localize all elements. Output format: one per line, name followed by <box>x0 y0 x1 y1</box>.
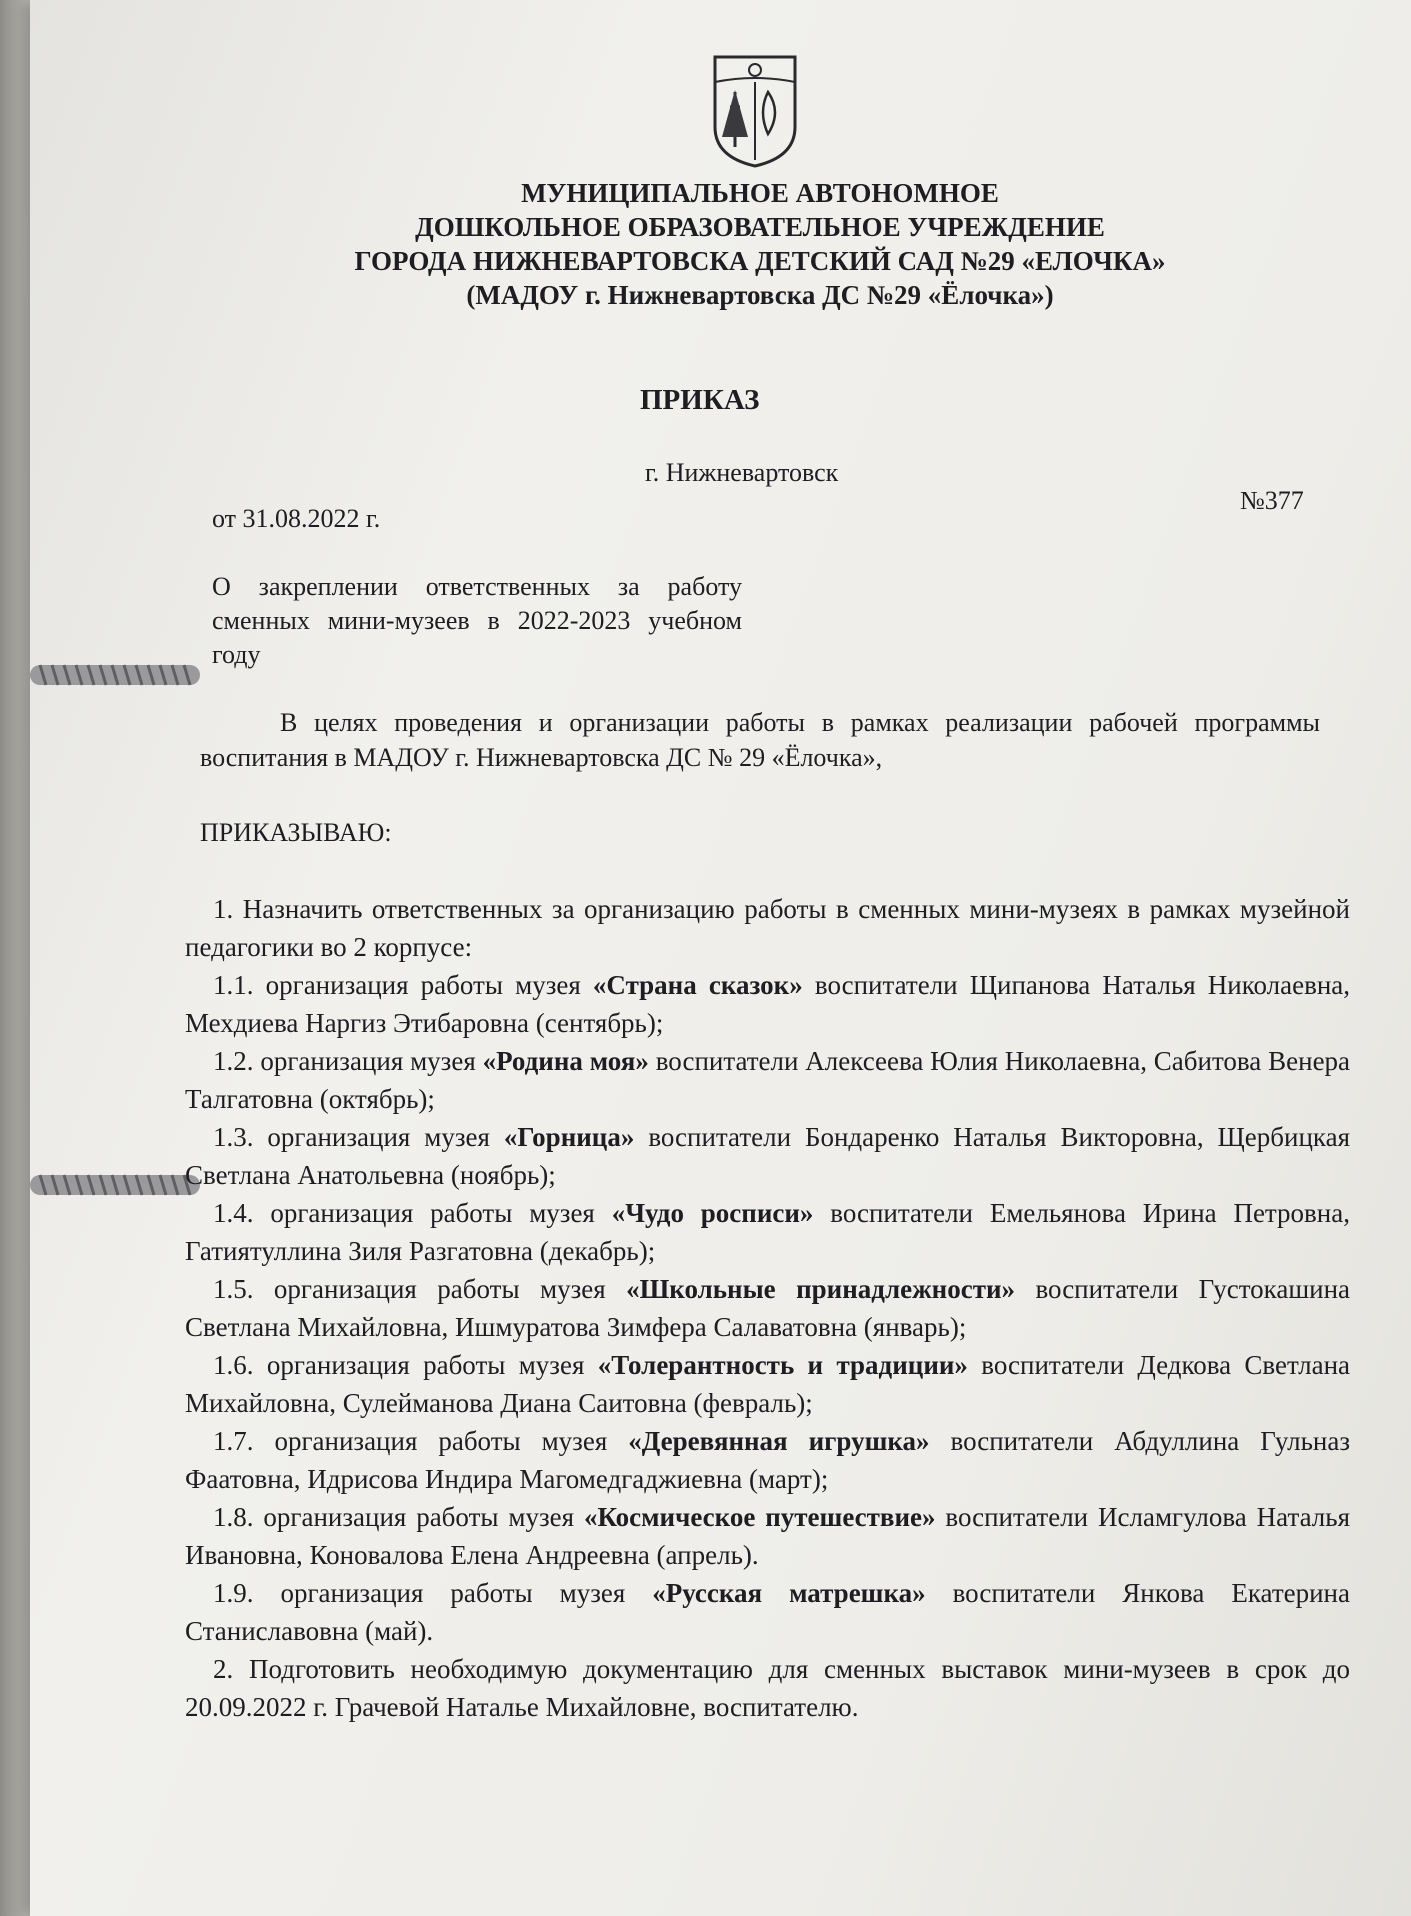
item-prefix: 1.8. организация работы музея <box>213 1502 575 1532</box>
item-responsible: воспитатели Янкова Екатерина Станиславовна (май). <box>185 1578 1350 1646</box>
order-item <box>185 966 1350 1042</box>
org-name-line-1: МУНИЦИПАЛЬНОЕ АВТОНОМНОЕ <box>521 178 999 208</box>
org-short-name: (МАДОУ г. Нижневартовска ДС №29 «Ёлочка») <box>466 280 1054 310</box>
order-preamble: В целях проведения и организации работы в рамках реализации рабочей программы воспитания в МАДОУ г. Нижневартовска ДС № 29 «Ёлочка», <box>200 708 1320 772</box>
item-responsible: воспитатели Емельянова Ирина Петровна, Гатиятуллина Зиля Разгатовна (декабрь); <box>185 1198 1350 1266</box>
museum-name: «Деревянная игрушка» <box>628 1426 930 1456</box>
museum-name: «Космическое путешествие» <box>583 1502 936 1532</box>
item-prefix: 1.4. организация работы музея <box>213 1198 595 1228</box>
binder-ring-icon <box>30 1165 200 1205</box>
item-prefix: 1.3. организация музея <box>213 1122 490 1152</box>
item-responsible: воспитатели Абдуллина Гульназ Фаатовна, Идрисова Индира Магомедгаджиевна (март); <box>185 1426 1351 1494</box>
order-subject: О закреплении ответственных за работу сменных мини-музеев в 2022-2023 учебном году <box>212 572 742 669</box>
order-item <box>185 1270 1350 1346</box>
document-number: №377 <box>1240 486 1304 515</box>
museum-name: «Толерантность и традиции» <box>597 1350 968 1380</box>
item-responsible: воспитатели Густокашина Светлана Михайловна, Ишмуратова Зимфера Салаватовна (январь); <box>185 1274 1350 1342</box>
order-item <box>185 1422 1350 1498</box>
order-items <box>185 890 1350 1726</box>
item-text: 1. Назначить ответственных за организацию работы в сменных мини-музеях в рамках музейной педагогики во 2 корпусе: <box>185 894 1350 962</box>
order-directive-word: ПРИКАЗЫВАЮ: <box>200 818 392 847</box>
item-prefix: 1.1. организация работы музея <box>213 970 581 1000</box>
document-date: от 31.08.2022 г. <box>212 504 381 533</box>
organization-header <box>180 176 1340 312</box>
org-name-line-2: ДОШКОЛЬНОЕ ОБРАЗОВАТЕЛЬНОЕ УЧРЕЖДЕНИЕ <box>415 212 1105 242</box>
document-title: ПРИКАЗ <box>640 384 760 416</box>
museum-name: «Страна сказок» <box>592 970 803 1000</box>
order-item <box>185 1346 1350 1422</box>
order-item <box>185 1118 1350 1194</box>
museum-name: «Русская матрешка» <box>652 1578 926 1608</box>
org-name-line-3: ГОРОДА НИЖНЕВАРТОВСКА ДЕТСКИЙ САД №29 «ЕЛОЧКА» <box>354 246 1166 276</box>
order-item <box>185 1574 1350 1650</box>
item-responsible: воспитатели Алексеева Юлия Николаевна, Сабитова Венера Талгатовна (октябрь); <box>185 1046 1351 1114</box>
item-responsible: воспитатели Щипанова Наталья Николаевна, Мехдиева Наргиз Этибаровна (сентябрь); <box>185 970 1351 1038</box>
museum-name: «Школьные принадлежности» <box>626 1274 1016 1304</box>
city-coat-of-arms-icon <box>710 52 800 170</box>
binder-ring-icon <box>30 655 200 695</box>
item-prefix: 1.5. организация работы музея <box>213 1274 606 1304</box>
museum-name: «Чудо росписи» <box>611 1198 814 1228</box>
item-responsible: воспитатели Исламгулова Наталья Ивановна, Коновалова Елена Андреевна (апрель). <box>185 1502 1351 1570</box>
museum-name: «Горница» <box>503 1122 635 1152</box>
order-item <box>185 1650 1350 1726</box>
order-item <box>185 1194 1350 1270</box>
item-prefix: 1.9. организация работы музея <box>213 1578 626 1608</box>
item-text: 2. Подготовить необходимую документацию для сменных выставок мини-музеев в срок до 20.09.2022 г. Грачевой Наталье Михайловне, воспитателю. <box>185 1654 1350 1722</box>
order-item <box>185 1042 1350 1118</box>
item-prefix: 1.7. организация работы музея <box>213 1426 608 1456</box>
item-responsible: воспитатели Бондаренко Наталья Викторовна, Щербицкая Светлана Анатольевна (ноябрь); <box>185 1122 1351 1190</box>
item-prefix: 1.6. организация работы музея <box>213 1350 585 1380</box>
museum-name: «Родина моя» <box>482 1046 649 1076</box>
document-city: г. Нижневартовск <box>645 458 839 487</box>
order-item <box>185 890 1350 966</box>
item-prefix: 1.2. организация музея <box>213 1046 476 1076</box>
order-item <box>185 1498 1350 1574</box>
item-responsible: воспитатели Дедкова Светлана Михайловна, Сулейманова Диана Саитовна (февраль); <box>185 1350 1351 1418</box>
